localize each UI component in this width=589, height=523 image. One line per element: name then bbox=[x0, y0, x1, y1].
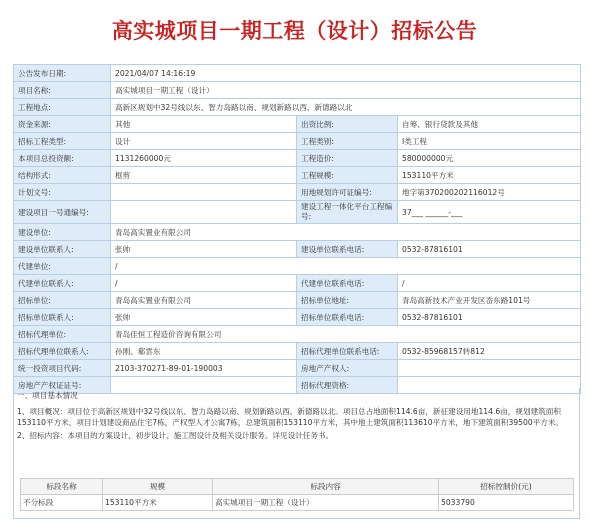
cell-control-price: 5033790 bbox=[439, 495, 574, 511]
field-label: 招标工程类型: bbox=[14, 133, 111, 150]
section-title: 一、项目基本情况 bbox=[17, 391, 78, 400]
field-value: 张帅 bbox=[111, 241, 297, 258]
table-row bbox=[14, 184, 581, 201]
field-value: 地字第370200202116012号 bbox=[398, 184, 581, 201]
table-row bbox=[14, 201, 581, 224]
field-label: 资金来源: bbox=[14, 116, 111, 133]
field-label: 招标单位联系人: bbox=[14, 309, 111, 326]
field-label: 招标代理单位: bbox=[14, 326, 111, 343]
field-label: 房地产产权人: bbox=[297, 360, 398, 377]
field-label: 工程规模: bbox=[297, 167, 398, 184]
field-value: 青岛高实置业有限公司 bbox=[111, 292, 297, 309]
field-label: 建设单位联系人: bbox=[14, 241, 111, 258]
field-label: 用地规划许可证编号: bbox=[297, 184, 398, 201]
header-cell-section-name: 标段名称 bbox=[21, 479, 103, 495]
table-row bbox=[14, 65, 581, 82]
field-value bbox=[111, 201, 297, 224]
table-row bbox=[14, 150, 581, 167]
table-row bbox=[14, 326, 581, 343]
project-overview-paragraph: 1、项目概况：项目位于高新区规划中32号线以东、智力岛路以南、规划新路以西、新德路以北。项目总占地面积114.6亩，新征建设用地114.6亩，规划建筑面积153110平方米，项目计划建设商品住宅7栋，产权型人才公寓7栋，总建筑面积153110平方米，其中地上建筑面积113610平方米，地下建筑面积39500平方米。 bbox=[17, 407, 564, 427]
field-label: 招标代理单位联系电话: bbox=[297, 343, 398, 360]
field-label: 建设项目一号通编号: bbox=[14, 201, 111, 224]
header-cell-scale: 规模 bbox=[103, 479, 213, 495]
table-row bbox=[14, 292, 581, 309]
field-value: / bbox=[111, 258, 581, 275]
field-value bbox=[398, 360, 581, 377]
field-value: 0532-87816101 bbox=[398, 241, 581, 258]
bidding-content-paragraph: 2、招标内容：本项目的方案设计、初步设计、施工图设计及相关设计服务。详见设计任务书。 bbox=[17, 431, 334, 440]
table-row bbox=[14, 224, 581, 241]
cell-scale: 153110平方米 bbox=[103, 495, 213, 511]
field-value bbox=[111, 184, 297, 201]
field-value: 2103-370271-89-01-190003 bbox=[111, 360, 297, 377]
table-row bbox=[14, 275, 581, 292]
page-title: 高实城项目一期工程（设计）招标公告 bbox=[111, 19, 478, 43]
table-row bbox=[14, 309, 581, 326]
field-value: 孙刚、郗雲东 bbox=[111, 343, 297, 360]
header-cell-control-price: 招标控制价(元) bbox=[439, 479, 574, 495]
table-row bbox=[14, 99, 581, 116]
field-value: 其他 bbox=[111, 116, 297, 133]
field-value: / bbox=[111, 275, 297, 292]
table-row bbox=[14, 167, 581, 184]
field-label: 公告发布日期: bbox=[14, 65, 111, 82]
table-row bbox=[14, 343, 581, 360]
field-label: 代建单位联系电话: bbox=[297, 275, 398, 292]
field-value: 0532-85968157转812 bbox=[398, 343, 581, 360]
cell-section-name: 不分标段 bbox=[21, 495, 103, 511]
field-value: 580000000元 bbox=[398, 150, 581, 167]
field-label: 建设单位联系电话: bbox=[297, 241, 398, 258]
field-value: 青岛高实置业有限公司 bbox=[111, 224, 581, 241]
field-label: 建设工程一体化平台工程编号: bbox=[297, 201, 398, 224]
field-value: 青岛佳恒工程造价咨询有限公司 bbox=[111, 326, 581, 343]
field-value: 2021/04/07 14:16:19 bbox=[111, 65, 581, 82]
table-row bbox=[21, 495, 574, 511]
field-label: 工程类别: bbox=[297, 133, 398, 150]
table-row bbox=[14, 133, 581, 150]
field-value: / bbox=[398, 275, 581, 292]
bid-section-header-row bbox=[21, 479, 574, 495]
field-label: 计划文号: bbox=[14, 184, 111, 201]
field-label: 招标单位联系电话: bbox=[297, 309, 398, 326]
field-value: 153110平方米 bbox=[398, 167, 581, 184]
table-row bbox=[14, 82, 581, 99]
field-value: Ⅰ类工程 bbox=[398, 133, 581, 150]
header-cell-content: 标段内容 bbox=[213, 479, 439, 495]
field-value: 张帅 bbox=[111, 309, 297, 326]
cell-content: 高实城项目一期工程（设计） bbox=[213, 495, 439, 511]
field-label: 本项目总投资额: bbox=[14, 150, 111, 167]
field-label: 工程造价: bbox=[297, 150, 398, 167]
field-label: 结构形式: bbox=[14, 167, 111, 184]
field-value: 框剪 bbox=[111, 167, 297, 184]
field-value: 自筹、银行贷款及其他 bbox=[398, 116, 581, 133]
table-row bbox=[14, 116, 581, 133]
field-value: 青岛高新技术产业开发区岙东路101号 bbox=[398, 292, 581, 309]
field-label: 招标单位: bbox=[14, 292, 111, 309]
field-value: 高实城项目一期工程（设计） bbox=[111, 82, 581, 99]
field-value: 1131260000元 bbox=[111, 150, 297, 167]
field-label: 招标单位地址: bbox=[297, 292, 398, 309]
field-label: 代建单位联系人: bbox=[14, 275, 111, 292]
field-value: 0532-87816101 bbox=[398, 309, 581, 326]
field-label: 招标代理单位联系人: bbox=[14, 343, 111, 360]
table-row bbox=[14, 258, 581, 275]
field-label: 出资比例: bbox=[297, 116, 398, 133]
project-basic-info-section bbox=[13, 388, 580, 519]
field-label: 统一投资项目代码: bbox=[14, 360, 111, 377]
field-label: 项目名称: bbox=[14, 82, 111, 99]
table-row bbox=[14, 360, 581, 377]
field-label: 建设单位: bbox=[14, 224, 111, 241]
field-label: 招标代理资格: bbox=[297, 377, 398, 394]
field-label: 代建单位: bbox=[14, 258, 111, 275]
bid-section-table bbox=[20, 478, 574, 511]
field-value: 37___ ______-___ bbox=[398, 201, 581, 224]
project-info-table bbox=[13, 64, 581, 394]
field-value: 高新区规划中32号线以东、智力岛路以南、规划新路以西、新德路以北 bbox=[111, 99, 581, 116]
field-label: 工程地点: bbox=[14, 99, 111, 116]
field-value: 设计 bbox=[111, 133, 297, 150]
field-label: 房地产产权证证号: bbox=[14, 377, 111, 394]
table-row bbox=[14, 241, 581, 258]
